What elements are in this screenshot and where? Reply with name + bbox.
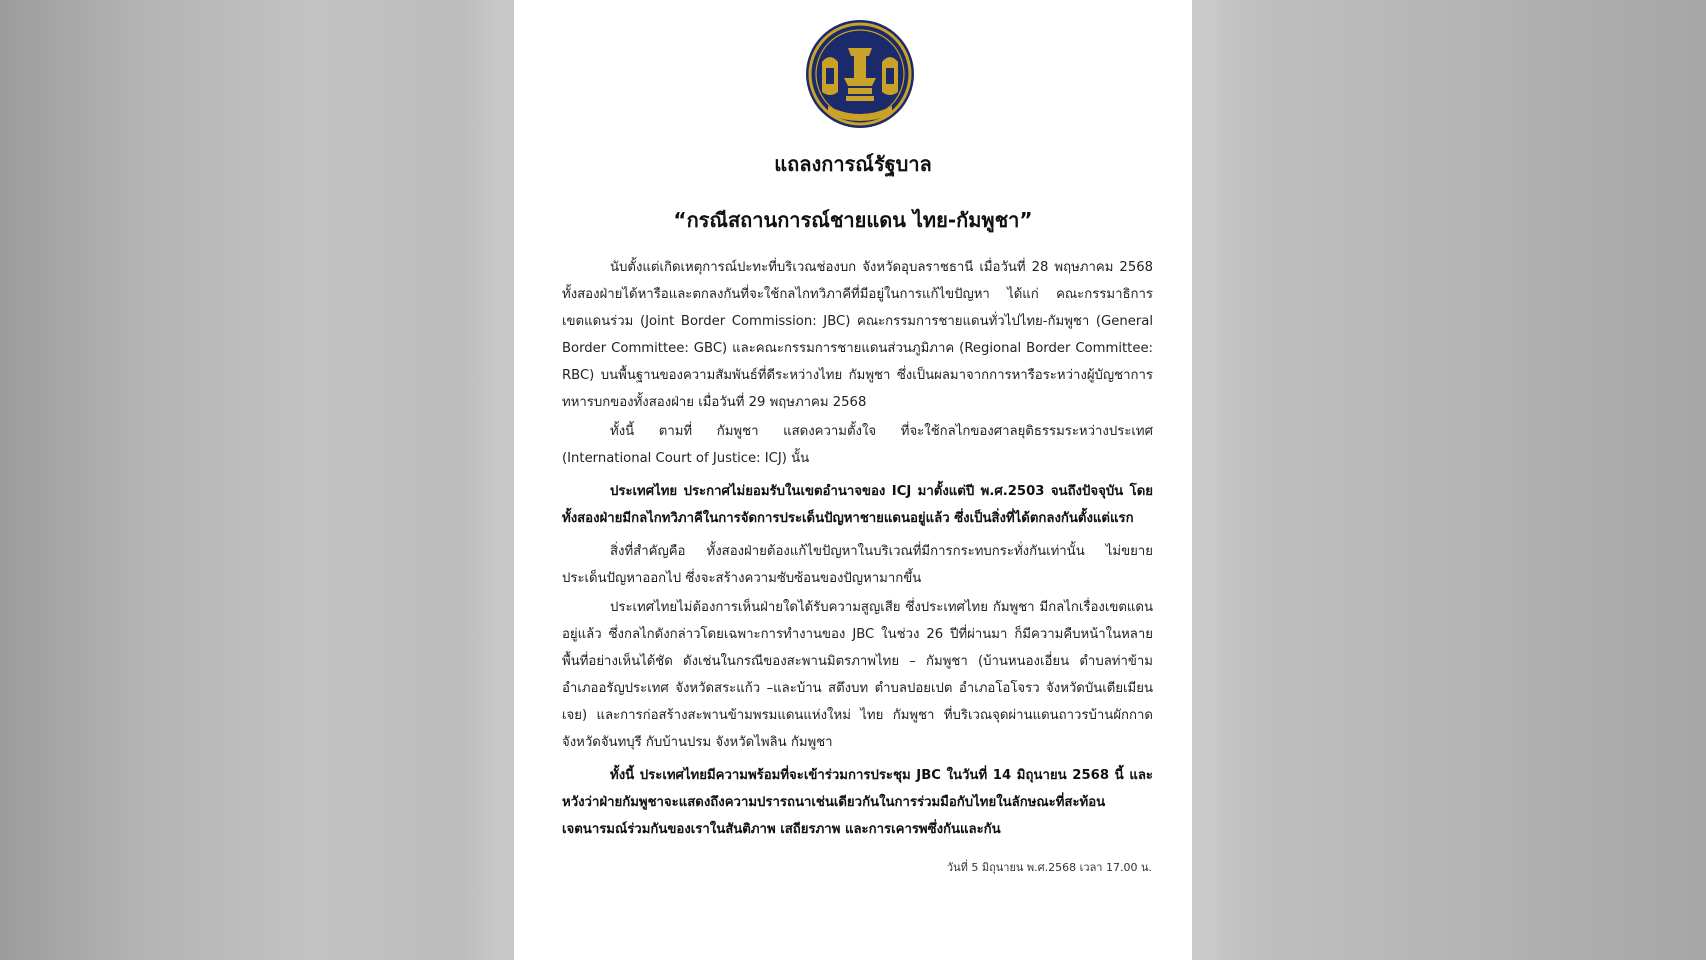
- paragraph: นับตั้งแต่เกิดเหตุการณ์ปะทะที่บริเวณช่องบก จังหวัดอุบลราชธานี เมื่อวันที่ 28 พฤษภาคม 2568 ทั้งสองฝ่ายได้หารือและตกลงกันที่จะใช้กลไกทวิภาคีที่มีอยู่ในการแก้ไขปัญหา ได้แก่ คณะกรรมาธิการเขตแดนร่วม (Joint Border Commission: JBC) คณะกรรมการชายแดนทั่วไปไทย-กัมพูชา (General Border Committee: GBC) และคณะกรรมการชายแดนส่วนภูมิภาค (Regional Border Committee: RBC) บนพื้นฐานของความสัมพันธ์ที่ดีระหว่างไทย กัมพูชา ซึ่งเป็นผลมาจากการหารือระหว่างผู้บัญชาการทหารบกของทั้งสองฝ่าย เมื่อวันที่ 29 พฤษภาคม 2568: [562, 260, 1153, 410]
- date-time-line: วันที่ 5 มิถุนายน พ.ศ.2568 เวลา 17.00 น.: [946, 861, 1152, 874]
- paragraph: ประเทศไทยไม่ต้องการเห็นฝ่ายใดได้รับความสูญเสีย ซึ่งประเทศไทย กัมพูชา มีกลไกเรื่องเขตแดนอยู่แล้ว ซึ่งกลไกดังกล่าวโดยเฉพาะการทำงานของ JBC ในช่วง 26 ปีที่ผ่านมา ก็มีความคืบหน้าในหลายพื้นที่อย่างเห็นได้ชัด ดังเช่นในกรณีของสะพานมิตรภาพไทย – กัมพูชา (บ้านหนองเอี่ยน ตำบลท่าข้าม อำเภออรัญประเทศ จังหวัดสระแก้ว –และบ้าน สตึงบท ตำบลปอยเปต อำเภอโอโจรว จังหวัดบันเตียเมียนเจย) และการก่อสร้างสะพานข้ามพรมแดนแห่งใหม่ ไทย กัมพูชา ที่บริเวณจุดผ่านแดนถาวรบ้านผักกาด จังหวัดจันทบุรี กับบ้านปรม จังหวัดไพลิน กัมพูชา: [562, 600, 1153, 750]
- paragraph: ทั้งนี้ ตามที่ กัมพูชา แสดงความตั้งใจ ที่จะใช้กลไกของศาลยุติธรรมระหว่างประเทศ (International Court of Justice: ICJ) นั้น: [562, 424, 1153, 466]
- paragraph-bold: ประเทศไทย ประกาศไม่ยอมรับในเขตอำนาจของ ICJ มาตั้งแต่ปี พ.ศ.2503 จนถึงปัจจุบัน โดยทั้งสองฝ่ายมีกลไกทวิภาคีในการจัดการประเด็นปัญหาชายแดนอยู่แล้ว ซึ่งเป็นสิ่งที่ได้ตกลงกันตั้งแต่แรก: [562, 484, 1153, 526]
- statement-body: [562, 254, 1153, 849]
- document-subtitle: “กรณีสถานการณ์ชายแดน ไทย-กัมพูชา”: [673, 208, 1033, 232]
- document-page: [514, 0, 1192, 960]
- paragraph-bold: ทั้งนี้ ประเทศไทยมีความพร้อมที่จะเข้าร่วมการประชุม JBC ในวันที่ 14 มิถุนายน 2568 นี้ และหวังว่าฝ่ายกัมพูชาจะแสดงถึงความปรารถนาเช่นเดียวกันในการร่วมมือกับไทยในลักษณะที่สะท้อนเจตนารมณ์ร่วมกันของเราในสันติภาพ เสถียรภาพ และการเคารพซึ่งกันและกัน: [562, 768, 1153, 837]
- paragraph: สิ่งที่สำคัญคือ ทั้งสองฝ่ายต้องแก้ไขปัญหาในบริเวณที่มีการกระทบกระทั่งกันเท่านั้น ไม่ขยายประเด็นปัญหาออกไป ซึ่งจะสร้างความซับซ้อนของปัญหามากขึ้น: [562, 544, 1153, 586]
- document-title: แถลงการณ์รัฐบาล: [774, 152, 932, 176]
- government-seal-emblem: [804, 18, 916, 130]
